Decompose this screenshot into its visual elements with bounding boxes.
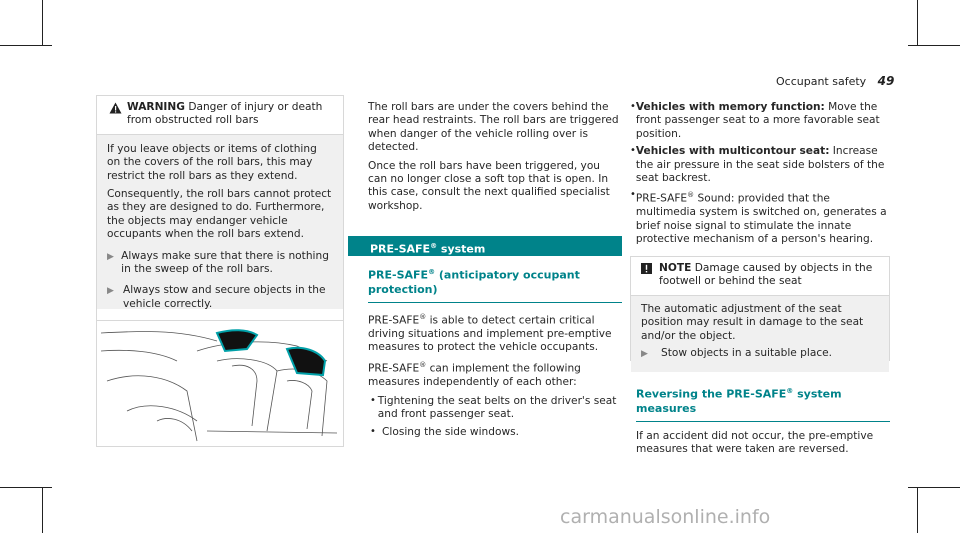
note-title-1: Damage caused by objects in the (694, 262, 873, 274)
car-interior-drawing (97, 321, 343, 446)
list-item-text (636, 189, 890, 246)
item-bold: Vehicles with multicontour seat: (635, 145, 830, 158)
pre-safe-name: PRE-SAFE (368, 314, 420, 327)
reversing-rule (636, 421, 890, 422)
reg-mark: ® (419, 312, 427, 321)
reversing-text: If an accident did not occur, the pre-emptive measures that were taken are reversed. (636, 429, 874, 456)
crop-mark (917, 0, 918, 46)
item-text: Move the front passenger seat to a more favorable seat position. (635, 101, 880, 140)
bullet-dot-icon: • (630, 189, 636, 201)
column-2 (368, 101, 622, 218)
arrow-icon: ▶ (641, 349, 648, 360)
list-item (628, 189, 890, 246)
column-3 (628, 101, 890, 251)
list-item-text (636, 145, 890, 185)
crop-mark (42, 0, 43, 46)
subsection-title (368, 265, 622, 297)
bullet-dot-icon: • (370, 394, 376, 406)
note-bullet (641, 347, 879, 360)
pre-safe-para-2 (368, 359, 622, 389)
subtitle-a: PRE-SAFE (368, 268, 429, 282)
page-header (776, 74, 894, 88)
reversing-title-b: system measures (636, 387, 842, 415)
warning-header (97, 96, 343, 135)
page-number: 49 (877, 74, 895, 88)
note-title-2: footwell or behind the seat (659, 275, 802, 288)
rollbar-para-1: The roll bars are under the covers behind the rear head restraints. The roll bars are triggered when danger of the vehicle rolling over is detected. (368, 101, 619, 154)
rollbar-para-2: Once the roll bars have been triggered, you can no longer close a soft top that is open. In this case, consult the next qualified specialist workshop. (368, 159, 610, 212)
arrow-icon: ▶ (107, 286, 114, 297)
pre-safe-name: PRE-SAFE (368, 362, 420, 375)
warning-para-2: Consequently, the roll bars cannot protect as they are designed to do. Furthermore, the objects may endanger vehicle occupants when the roll bars extend. (107, 188, 332, 241)
pre-safe-para-2-text: can implement the following measures independently of each other: (368, 362, 581, 389)
bullet-dot-icon: • (630, 101, 636, 112)
section-bar-pre-safe-system (348, 236, 622, 256)
warning-label: WARNING (127, 101, 185, 113)
bullet-dot-icon: • (370, 425, 376, 437)
watermark: carmanualsonline.info (560, 506, 771, 528)
reversing-title-a: Reversing the PRE-SAFE (636, 387, 787, 401)
roll-bar-illustration (96, 320, 344, 447)
list-item (368, 426, 622, 439)
list-item-text: Tightening the seat belts on the driver's seat and front passenger seat. (377, 394, 617, 421)
crop-mark (908, 45, 960, 46)
note-header (631, 257, 889, 296)
item-text: Increase the air pressure in the seat side bolsters of the seat backrest. (635, 145, 885, 185)
list-item (628, 145, 890, 185)
list-item-text: Closing the side windows. (382, 425, 519, 438)
reversing-title (636, 384, 890, 416)
list-item (628, 101, 890, 141)
section-bar-suffix: system (437, 242, 486, 256)
section-bar-text: PRE-SAFE (370, 242, 431, 256)
note-body (631, 296, 889, 372)
warning-bullet-2: Always stow and secure objects in the vehicle correctly. (122, 284, 326, 310)
note-icon (641, 263, 652, 274)
note-box (630, 256, 890, 361)
item-bold: Vehicles with memory function: (635, 101, 825, 113)
pre-safe-para-1-text: is able to detect certain critical driving situations and implement pre-emptive measures to protect the vehicle occupants. (368, 314, 612, 353)
list-item-text (636, 101, 890, 141)
reg-mark: ® (687, 191, 695, 200)
pre-safe-name: PRE-SAFE (635, 192, 688, 205)
pre-safe-subsection (368, 265, 622, 443)
subtitle-b: (anticipatory occupant protection) (368, 268, 580, 296)
warning-bullet-1: Always make sure that there is nothing in the sweep of the roll bars. (121, 249, 329, 276)
reg-mark: ® (428, 268, 436, 276)
section-title: Occupant safety (776, 75, 867, 88)
bullet-dot-icon: • (630, 145, 636, 157)
warning-para-1: If you leave objects or items of clothing on the covers of the roll bars, this may restrict the roll bars as they extend. (107, 142, 317, 182)
note-label: NOTE (659, 262, 692, 274)
item-text: Sound: provided that the multimedia system is switched on, generates a brief noise signal to stimulate the innate protective mechanism of a person's hearing. (635, 192, 887, 246)
note-text: The automatic adjustment of the seat position may result in damage to the seat and/or the object. (641, 302, 864, 342)
crop-mark (917, 487, 918, 533)
warning-triangle-icon (109, 102, 122, 114)
warning-bullet (107, 284, 333, 311)
crop-mark (42, 487, 43, 533)
crop-mark (908, 487, 960, 488)
crop-mark (0, 487, 52, 488)
reversing-section (636, 384, 890, 461)
warning-title-1: Danger of injury or death (188, 101, 323, 113)
warning-box (96, 95, 344, 325)
warning-body (97, 135, 343, 309)
note-bullet-text: Stow objects in a suitable place. (661, 347, 833, 360)
reg-mark: ® (786, 387, 794, 395)
warning-title-2: from obstructed roll bars (127, 114, 259, 127)
reg-mark: ® (430, 242, 438, 250)
subsection-rule (368, 302, 622, 303)
arrow-icon: ▶ (107, 251, 114, 262)
reg-mark: ® (419, 361, 427, 370)
pre-safe-para-1 (368, 311, 622, 355)
warning-bullet (107, 250, 333, 277)
crop-mark (0, 45, 52, 46)
list-item (368, 395, 622, 422)
